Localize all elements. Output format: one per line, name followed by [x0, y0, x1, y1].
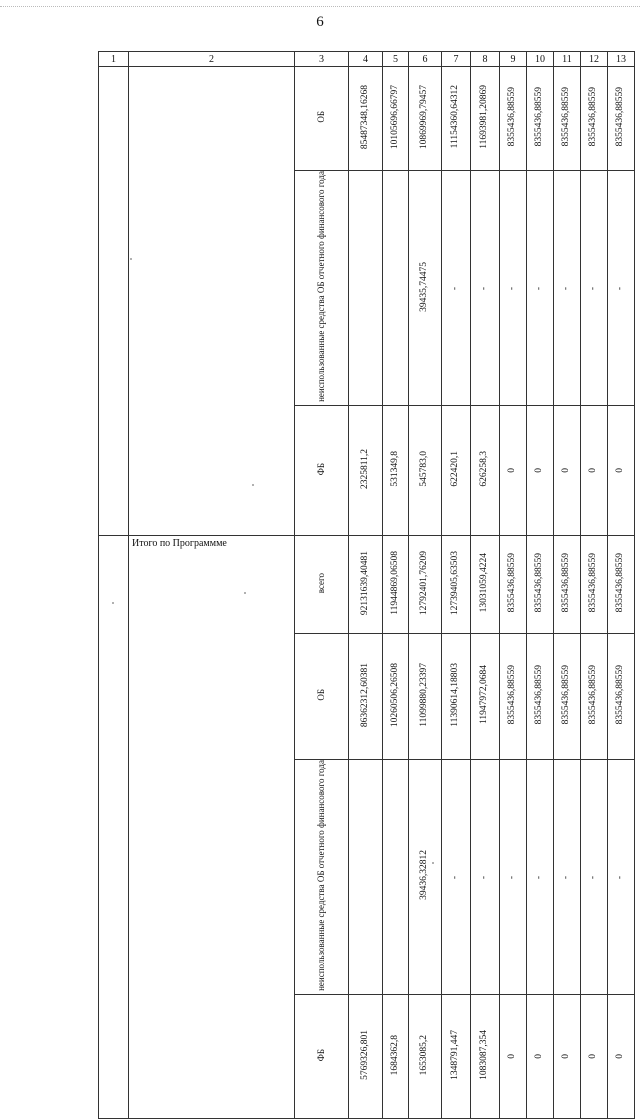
column-number: 11	[554, 52, 581, 67]
page-number: 6	[316, 14, 324, 30]
value-cell	[409, 405, 442, 535]
value-cell	[383, 67, 409, 171]
empty-cell	[99, 535, 129, 1118]
row-label: ОБ	[315, 111, 326, 123]
value-cell	[500, 171, 527, 406]
value-cell	[527, 535, 554, 633]
column-number: 10	[527, 52, 554, 67]
row-label-cell	[295, 405, 349, 535]
value-cell	[471, 994, 500, 1118]
value-cell	[581, 171, 608, 406]
value-cell	[554, 535, 581, 633]
cell-value: 0	[561, 1054, 572, 1059]
table-row	[99, 535, 635, 633]
value-cell	[500, 535, 527, 633]
value-cell	[554, 633, 581, 759]
value-cell	[554, 994, 581, 1118]
column-number: 3	[295, 52, 349, 67]
cell-value: 626258,3	[479, 451, 490, 487]
cell-value: 0	[588, 468, 599, 473]
cell-value: 8355436,88559	[507, 665, 518, 725]
column-number: 2	[129, 52, 295, 67]
cell-value: 0	[615, 1054, 626, 1059]
value-cell	[409, 67, 442, 171]
scan-speck	[252, 484, 254, 486]
cell-value: 8355436,88559	[588, 665, 599, 725]
cell-value: 11099880,23397	[419, 663, 430, 727]
value-cell	[527, 994, 554, 1118]
cell-value: 11693981,20869	[479, 85, 490, 149]
value-cell	[442, 535, 471, 633]
value-cell	[409, 759, 442, 994]
cell-value: 11390614,18803	[450, 663, 461, 727]
cell-value: 10869969,79457	[419, 84, 430, 150]
value-cell	[527, 171, 554, 406]
cell-value: 11944869,06508	[389, 551, 400, 615]
cell-value: 1083087,354	[479, 1029, 490, 1080]
value-cell	[608, 535, 635, 633]
cell-value: 531349,8	[389, 451, 400, 487]
cell-value: -	[561, 876, 572, 880]
value-cell	[383, 633, 409, 759]
cell-value: 8355436,88559	[615, 665, 626, 725]
cell-value: 0	[561, 468, 572, 473]
value-cell	[554, 67, 581, 171]
row-label-cell	[295, 633, 349, 759]
value-cell	[349, 759, 383, 994]
value-cell	[554, 405, 581, 535]
column-number: 7	[442, 52, 471, 67]
value-cell	[409, 633, 442, 759]
value-cell	[383, 171, 409, 406]
cell-value: 8355436,88559	[534, 553, 545, 613]
cell-value: 92131639,40481	[359, 550, 370, 615]
scan-speck	[112, 602, 114, 604]
row-label: ФБ	[315, 1048, 326, 1061]
program-finance-table	[98, 51, 635, 1119]
cell-value: 0	[534, 468, 545, 473]
cell-value: -	[507, 876, 518, 880]
value-cell	[349, 171, 383, 406]
value-cell	[500, 67, 527, 171]
row-label: неиспользованные средства ОБ отчетного финансового года	[315, 759, 326, 991]
cell-value: 12739405,63503	[450, 550, 461, 615]
cell-value: -	[561, 287, 572, 291]
value-cell	[442, 405, 471, 535]
column-number: 1	[99, 52, 129, 67]
value-cell	[581, 994, 608, 1118]
cell-value: 8355436,88559	[615, 553, 626, 613]
cell-value: -	[450, 876, 461, 880]
column-number: 4	[349, 52, 383, 67]
column-number: 12	[581, 52, 608, 67]
scan-edge-line	[0, 6, 640, 7]
value-cell	[349, 535, 383, 633]
row-label-cell	[295, 67, 349, 171]
value-cell	[383, 994, 409, 1118]
value-cell	[581, 67, 608, 171]
cell-value: 8355436,88559	[588, 87, 599, 147]
cell-value: 545783,0	[419, 451, 430, 487]
value-cell	[500, 633, 527, 759]
row-label: всего	[315, 572, 326, 594]
value-cell	[527, 67, 554, 171]
cell-value: 1684362,8	[389, 1034, 400, 1075]
cell-value: 8355436,88559	[561, 665, 572, 725]
cell-value: 10105696,66797	[389, 84, 400, 150]
cell-value: -	[615, 287, 626, 291]
value-cell	[608, 759, 635, 994]
cell-value: 0	[588, 1054, 599, 1059]
value-cell	[608, 67, 635, 171]
value-cell	[608, 633, 635, 759]
cell-value: 8355436,88559	[588, 553, 599, 613]
column-number: 5	[383, 52, 409, 67]
cell-value: 8355436,88559	[507, 87, 518, 147]
value-cell	[527, 759, 554, 994]
value-cell	[554, 759, 581, 994]
scan-speck	[244, 592, 246, 594]
value-cell	[471, 535, 500, 633]
cell-value: 8355436,88559	[561, 87, 572, 147]
cell-value: 8355436,88559	[534, 665, 545, 725]
cell-value: -	[534, 287, 545, 291]
cell-value: -	[507, 287, 518, 291]
row-label: неиспользованные средства ОБ отчетного финансового года	[315, 171, 326, 402]
value-cell	[409, 994, 442, 1118]
cell-value: 86362312,60381	[359, 662, 370, 727]
itogo-label: Итого по Программме	[129, 535, 295, 1118]
scan-speck	[130, 258, 132, 260]
cell-value: -	[615, 876, 626, 880]
cell-value: -	[479, 287, 490, 291]
empty-cell	[99, 67, 129, 536]
value-cell	[383, 535, 409, 633]
column-number: 9	[500, 52, 527, 67]
value-cell	[608, 994, 635, 1118]
value-cell	[471, 633, 500, 759]
table-row	[99, 67, 635, 171]
cell-value: 85487348,16268	[359, 84, 370, 150]
cell-value: 1348791,447	[450, 1029, 461, 1080]
row-label-cell	[295, 759, 349, 994]
value-cell	[500, 759, 527, 994]
cell-value: 8355436,88559	[507, 553, 518, 613]
value-cell	[349, 994, 383, 1118]
value-cell	[471, 67, 500, 171]
cell-value: -	[479, 876, 490, 880]
value-cell	[527, 633, 554, 759]
cell-value: 1653085,2	[419, 1034, 430, 1075]
cell-value: 10260506,26508	[389, 662, 400, 727]
cell-value: 8355436,88559	[561, 553, 572, 613]
cell-value: 39436,32812	[419, 850, 430, 901]
cell-value: -	[534, 876, 545, 880]
value-cell	[383, 759, 409, 994]
value-cell	[471, 405, 500, 535]
cell-value: 0	[507, 1054, 518, 1059]
column-number-row	[99, 52, 635, 67]
cell-value: 8355436,88559	[534, 87, 545, 147]
row-label-cell	[295, 171, 349, 406]
column-number: 6	[409, 52, 442, 67]
value-cell	[581, 759, 608, 994]
value-cell	[581, 633, 608, 759]
value-cell	[471, 759, 500, 994]
empty-cell	[129, 67, 295, 536]
value-cell	[608, 171, 635, 406]
scan-speck	[432, 862, 434, 864]
value-cell	[409, 535, 442, 633]
value-cell	[608, 405, 635, 535]
column-number: 13	[608, 52, 635, 67]
cell-value: 2325811,2	[359, 448, 370, 489]
cell-value: 11947972,0684	[479, 665, 490, 725]
value-cell	[383, 405, 409, 535]
value-cell	[581, 535, 608, 633]
cell-value: -	[588, 287, 599, 291]
cell-value: 622420,1	[450, 451, 461, 487]
value-cell	[349, 67, 383, 171]
cell-value: 5769326,801	[359, 1029, 370, 1080]
cell-value: 0	[615, 468, 626, 473]
row-label: ФБ	[315, 462, 326, 476]
cell-value: 0	[507, 468, 518, 473]
cell-value: 11154360,64312	[450, 85, 461, 149]
value-cell	[554, 171, 581, 406]
value-cell	[581, 405, 608, 535]
column-number: 8	[471, 52, 500, 67]
value-cell	[442, 171, 471, 406]
value-cell	[500, 405, 527, 535]
value-cell	[442, 67, 471, 171]
value-cell	[349, 633, 383, 759]
value-cell	[442, 633, 471, 759]
row-label-cell	[295, 535, 349, 633]
value-cell	[500, 994, 527, 1118]
cell-value: 13031059,4224	[479, 553, 490, 613]
value-cell	[349, 405, 383, 535]
cell-value: 8355436,88559	[615, 87, 626, 147]
value-cell	[442, 759, 471, 994]
cell-value: -	[450, 287, 461, 291]
value-cell	[527, 405, 554, 535]
value-cell	[442, 994, 471, 1118]
cell-value: -	[588, 876, 599, 880]
cell-value: 39435,74475	[419, 261, 430, 312]
row-label-cell	[295, 994, 349, 1118]
value-cell	[409, 171, 442, 406]
row-label: ОБ	[315, 689, 326, 701]
cell-value: 0	[534, 1054, 545, 1059]
cell-value: 12792401,76209	[419, 550, 430, 615]
value-cell	[471, 171, 500, 406]
